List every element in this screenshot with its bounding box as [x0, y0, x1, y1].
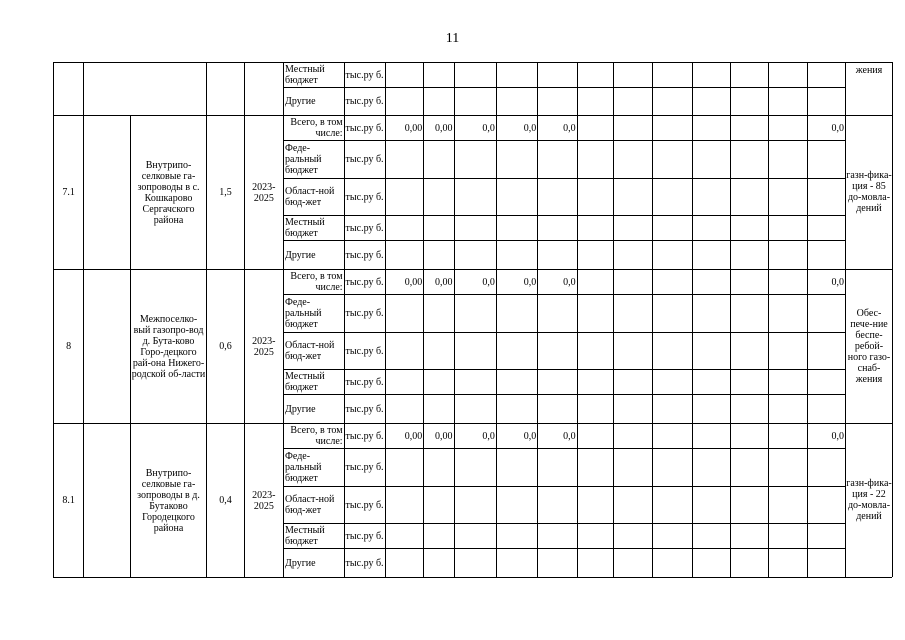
- value-cell: [454, 449, 496, 487]
- note-cell: Обес-пече-ние беспе-ребой-ного газо-снаб-жения: [847, 307, 891, 385]
- value-cell: [769, 449, 807, 487]
- value-cell: [454, 241, 496, 270]
- value-cell: [496, 295, 537, 333]
- source-label: Местный бюджет: [284, 370, 345, 395]
- value-cell: [807, 524, 845, 549]
- value-cell: [730, 395, 768, 424]
- value-cell: [653, 116, 692, 141]
- page-number: 11: [445, 31, 460, 46]
- row-num-cell: [54, 63, 84, 116]
- value-cell: [692, 179, 730, 216]
- table-row: [54, 63, 846, 88]
- source-label: Област-ной бюд-жет: [284, 179, 345, 216]
- unit-cell: тыс.ру б.: [344, 179, 385, 216]
- value-cell: [807, 216, 845, 241]
- value-cell: [692, 88, 730, 116]
- value-cell: [454, 63, 496, 88]
- value-cell: [692, 270, 730, 295]
- value-cell: [730, 63, 768, 88]
- value-cell: [454, 487, 496, 524]
- table-border: [892, 62, 893, 577]
- value-cell: [385, 449, 423, 487]
- value-cell: 0,0: [807, 270, 845, 295]
- value-cell: [769, 424, 807, 449]
- value-cell: [730, 524, 768, 549]
- value-cell: [730, 295, 768, 333]
- value-cell: [613, 179, 652, 216]
- value-cell: [653, 395, 692, 424]
- value-cell: [769, 216, 807, 241]
- value-cell: [692, 141, 730, 179]
- empty-cell: [84, 116, 130, 270]
- value-cell: [385, 141, 423, 179]
- value-cell: 0,00: [424, 270, 454, 295]
- unit-cell: тыс.ру б.: [344, 370, 385, 395]
- value-cell: [613, 449, 652, 487]
- value-cell: [577, 88, 613, 116]
- value-cell: [807, 88, 845, 116]
- budget-table: [53, 62, 846, 578]
- unit-cell: тыс.ру б.: [344, 141, 385, 179]
- value-cell: [496, 241, 537, 270]
- value-cell: [424, 241, 454, 270]
- value-cell: [769, 116, 807, 141]
- value-cell: [496, 487, 537, 524]
- value-cell: [613, 88, 652, 116]
- name-cell: [84, 63, 207, 116]
- value-cell: [424, 141, 454, 179]
- length-cell: 0,6: [207, 270, 244, 424]
- value-cell: [538, 395, 577, 424]
- value-cell: [496, 63, 537, 88]
- source-label: Феде-ральный бюджет: [284, 141, 345, 179]
- value-cell: [577, 449, 613, 487]
- value-cell: [613, 116, 652, 141]
- value-cell: [496, 216, 537, 241]
- value-cell: [385, 395, 423, 424]
- empty-cell: [84, 424, 130, 578]
- value-cell: [538, 333, 577, 370]
- value-cell: [807, 295, 845, 333]
- value-cell: [653, 549, 692, 578]
- value-cell: [538, 141, 577, 179]
- value-cell: [577, 487, 613, 524]
- value-cell: [769, 270, 807, 295]
- value-cell: [730, 549, 768, 578]
- value-cell: [538, 63, 577, 88]
- source-label: Област-ной бюд-жет: [284, 487, 345, 524]
- period-cell: [244, 63, 283, 116]
- note-cell: газн-фика-ция - 85 до-мовла-дений: [846, 170, 892, 214]
- value-cell: [692, 116, 730, 141]
- value-cell: [613, 524, 652, 549]
- unit-cell: тыс.ру б.: [344, 424, 385, 449]
- unit-cell: тыс.ру б.: [344, 524, 385, 549]
- source-label: Феде-ральный бюджет: [284, 449, 345, 487]
- value-cell: [538, 370, 577, 395]
- value-cell: 0,0: [538, 424, 577, 449]
- unit-cell: тыс.ру б.: [344, 395, 385, 424]
- value-cell: [613, 333, 652, 370]
- period-cell: 2023-2025: [244, 270, 283, 424]
- value-cell: [653, 216, 692, 241]
- value-cell: 0,00: [424, 424, 454, 449]
- value-cell: [730, 370, 768, 395]
- value-cell: 0,0: [807, 116, 845, 141]
- value-cell: [769, 395, 807, 424]
- value-cell: [730, 487, 768, 524]
- value-cell: [577, 270, 613, 295]
- unit-cell: тыс.ру б.: [344, 241, 385, 270]
- value-cell: [577, 116, 613, 141]
- value-cell: 0,00: [385, 424, 423, 449]
- value-cell: [807, 179, 845, 216]
- value-cell: [424, 449, 454, 487]
- value-cell: 0,0: [454, 424, 496, 449]
- value-cell: [385, 549, 423, 578]
- value-cell: 0,00: [385, 270, 423, 295]
- value-cell: [577, 63, 613, 88]
- source-label: Всего, в том числе:: [284, 270, 345, 295]
- value-cell: [807, 449, 845, 487]
- unit-cell: тыс.ру б.: [344, 270, 385, 295]
- value-cell: [692, 333, 730, 370]
- value-cell: [653, 333, 692, 370]
- value-cell: 0,00: [385, 116, 423, 141]
- value-cell: [538, 88, 577, 116]
- value-cell: [692, 395, 730, 424]
- source-label: Всего, в том числе:: [284, 424, 345, 449]
- value-cell: [424, 370, 454, 395]
- value-cell: [385, 524, 423, 549]
- row-num-cell: 8: [54, 270, 84, 424]
- note-cell: жения: [855, 65, 883, 76]
- value-cell: 0,0: [538, 270, 577, 295]
- value-cell: [730, 88, 768, 116]
- unit-cell: тыс.ру б.: [344, 63, 385, 88]
- source-label: Другие: [284, 241, 345, 270]
- value-cell: [653, 141, 692, 179]
- value-cell: [692, 63, 730, 88]
- value-cell: [577, 424, 613, 449]
- value-cell: [538, 549, 577, 578]
- value-cell: [653, 295, 692, 333]
- table-row: [54, 424, 846, 449]
- value-cell: [807, 395, 845, 424]
- value-cell: [496, 370, 537, 395]
- value-cell: [577, 333, 613, 370]
- value-cell: [577, 395, 613, 424]
- row-num-cell: 8.1: [54, 424, 84, 578]
- value-cell: [454, 524, 496, 549]
- value-cell: [385, 370, 423, 395]
- value-cell: [454, 395, 496, 424]
- value-cell: [769, 179, 807, 216]
- value-cell: [730, 116, 768, 141]
- table-border: [846, 423, 892, 424]
- value-cell: [692, 524, 730, 549]
- row-num-cell: 7.1: [54, 116, 84, 270]
- value-cell: [653, 270, 692, 295]
- value-cell: [538, 524, 577, 549]
- value-cell: [385, 487, 423, 524]
- value-cell: [769, 549, 807, 578]
- value-cell: [577, 241, 613, 270]
- value-cell: [613, 141, 652, 179]
- value-cell: [692, 216, 730, 241]
- value-cell: 0,0: [454, 116, 496, 141]
- value-cell: [424, 487, 454, 524]
- source-label: Феде-ральный бюджет: [284, 295, 345, 333]
- value-cell: [577, 179, 613, 216]
- value-cell: [577, 370, 613, 395]
- value-cell: [653, 179, 692, 216]
- value-cell: [577, 295, 613, 333]
- value-cell: [577, 549, 613, 578]
- value-cell: [692, 487, 730, 524]
- empty-cell: [84, 270, 130, 424]
- object-name: Межпоселко-вый газопро-вод д. Бута-ково Горо-децкого рай-она Нижего-родской об-ласти: [130, 270, 207, 424]
- source-label: Област-ной бюд-жет: [284, 333, 345, 370]
- object-name: Внутрипо-селковые га-зопроводы в с. Кошкарово Сергачского района: [130, 116, 207, 270]
- value-cell: [613, 63, 652, 88]
- value-cell: [454, 88, 496, 116]
- value-cell: 0,00: [424, 116, 454, 141]
- object-name: Внутрипо-селковые га-зопроводы в д. Бутаково Городецкого района: [130, 424, 207, 578]
- value-cell: [454, 179, 496, 216]
- value-cell: [769, 524, 807, 549]
- value-cell: [692, 449, 730, 487]
- unit-cell: тыс.ру б.: [344, 116, 385, 141]
- unit-cell: тыс.ру б.: [344, 487, 385, 524]
- value-cell: [424, 524, 454, 549]
- value-cell: [538, 295, 577, 333]
- value-cell: [538, 241, 577, 270]
- value-cell: [424, 333, 454, 370]
- value-cell: [454, 141, 496, 179]
- period-cell: 2023-2025: [244, 116, 283, 270]
- value-cell: [538, 179, 577, 216]
- value-cell: [692, 241, 730, 270]
- value-cell: [496, 179, 537, 216]
- length-cell: 0,4: [207, 424, 244, 578]
- value-cell: [692, 424, 730, 449]
- table-row: [54, 116, 846, 141]
- value-cell: [496, 395, 537, 424]
- table-border: [846, 115, 892, 116]
- value-cell: [807, 370, 845, 395]
- value-cell: 0,0: [496, 424, 537, 449]
- value-cell: [653, 370, 692, 395]
- value-cell: [385, 179, 423, 216]
- value-cell: [538, 487, 577, 524]
- value-cell: [653, 88, 692, 116]
- value-cell: [424, 179, 454, 216]
- value-cell: [807, 549, 845, 578]
- value-cell: [730, 241, 768, 270]
- value-cell: [769, 370, 807, 395]
- value-cell: [496, 524, 537, 549]
- length-cell: 1,5: [207, 116, 244, 270]
- value-cell: [769, 487, 807, 524]
- period-cell: 2023-2025: [244, 424, 283, 578]
- unit-cell: тыс.ру б.: [344, 216, 385, 241]
- value-cell: [613, 295, 652, 333]
- unit-cell: тыс.ру б.: [344, 449, 385, 487]
- value-cell: [424, 549, 454, 578]
- value-cell: 0,0: [538, 116, 577, 141]
- table-border: [846, 577, 892, 578]
- source-label: Другие: [284, 395, 345, 424]
- value-cell: [496, 449, 537, 487]
- value-cell: [769, 63, 807, 88]
- value-cell: [577, 524, 613, 549]
- value-cell: [807, 487, 845, 524]
- value-cell: [496, 141, 537, 179]
- source-label: Всего, в том числе:: [284, 116, 345, 141]
- value-cell: [692, 370, 730, 395]
- value-cell: 0,0: [454, 270, 496, 295]
- value-cell: [653, 487, 692, 524]
- value-cell: [385, 333, 423, 370]
- value-cell: 0,0: [496, 116, 537, 141]
- value-cell: [769, 241, 807, 270]
- value-cell: [769, 295, 807, 333]
- value-cell: [730, 141, 768, 179]
- value-cell: [807, 63, 845, 88]
- value-cell: 0,0: [807, 424, 845, 449]
- value-cell: [613, 424, 652, 449]
- value-cell: [613, 549, 652, 578]
- value-cell: [385, 63, 423, 88]
- value-cell: [769, 141, 807, 179]
- value-cell: [769, 88, 807, 116]
- value-cell: [454, 549, 496, 578]
- source-label: Местный бюджет: [284, 216, 345, 241]
- value-cell: [769, 333, 807, 370]
- value-cell: [424, 88, 454, 116]
- value-cell: [538, 216, 577, 241]
- value-cell: [424, 216, 454, 241]
- value-cell: [577, 216, 613, 241]
- table-row: [54, 270, 846, 295]
- value-cell: [496, 88, 537, 116]
- value-cell: [653, 424, 692, 449]
- value-cell: [454, 216, 496, 241]
- value-cell: [692, 295, 730, 333]
- value-cell: [807, 141, 845, 179]
- value-cell: [385, 241, 423, 270]
- value-cell: [613, 241, 652, 270]
- value-cell: [613, 370, 652, 395]
- value-cell: [385, 216, 423, 241]
- value-cell: [653, 241, 692, 270]
- unit-cell: тыс.ру б.: [344, 333, 385, 370]
- value-cell: [807, 333, 845, 370]
- source-label: Местный бюджет: [284, 63, 345, 88]
- value-cell: [385, 295, 423, 333]
- value-cell: [613, 487, 652, 524]
- value-cell: [730, 216, 768, 241]
- value-cell: [538, 449, 577, 487]
- value-cell: [613, 395, 652, 424]
- value-cell: [454, 333, 496, 370]
- value-cell: [496, 549, 537, 578]
- value-cell: [653, 449, 692, 487]
- value-cell: [730, 270, 768, 295]
- source-label: Местный бюджет: [284, 524, 345, 549]
- value-cell: [730, 333, 768, 370]
- value-cell: [577, 141, 613, 179]
- value-cell: [730, 424, 768, 449]
- table-border: [846, 62, 892, 63]
- value-cell: [692, 549, 730, 578]
- value-cell: [454, 295, 496, 333]
- value-cell: [424, 395, 454, 424]
- value-cell: [730, 179, 768, 216]
- value-cell: [424, 63, 454, 88]
- unit-cell: тыс.ру б.: [344, 549, 385, 578]
- value-cell: [730, 449, 768, 487]
- table-border: [846, 269, 892, 270]
- source-label: Другие: [284, 88, 345, 116]
- value-cell: [496, 333, 537, 370]
- unit-cell: тыс.ру б.: [344, 88, 385, 116]
- length-cell: [207, 63, 244, 116]
- value-cell: [653, 63, 692, 88]
- note-cell: газн-фика-ция - 22 до-мовла-дений: [846, 478, 892, 522]
- unit-cell: тыс.ру б.: [344, 295, 385, 333]
- value-cell: [385, 88, 423, 116]
- value-cell: [424, 295, 454, 333]
- value-cell: [653, 524, 692, 549]
- source-label: Другие: [284, 549, 345, 578]
- value-cell: [454, 370, 496, 395]
- value-cell: [613, 216, 652, 241]
- value-cell: [807, 241, 845, 270]
- value-cell: [613, 270, 652, 295]
- value-cell: 0,0: [496, 270, 537, 295]
